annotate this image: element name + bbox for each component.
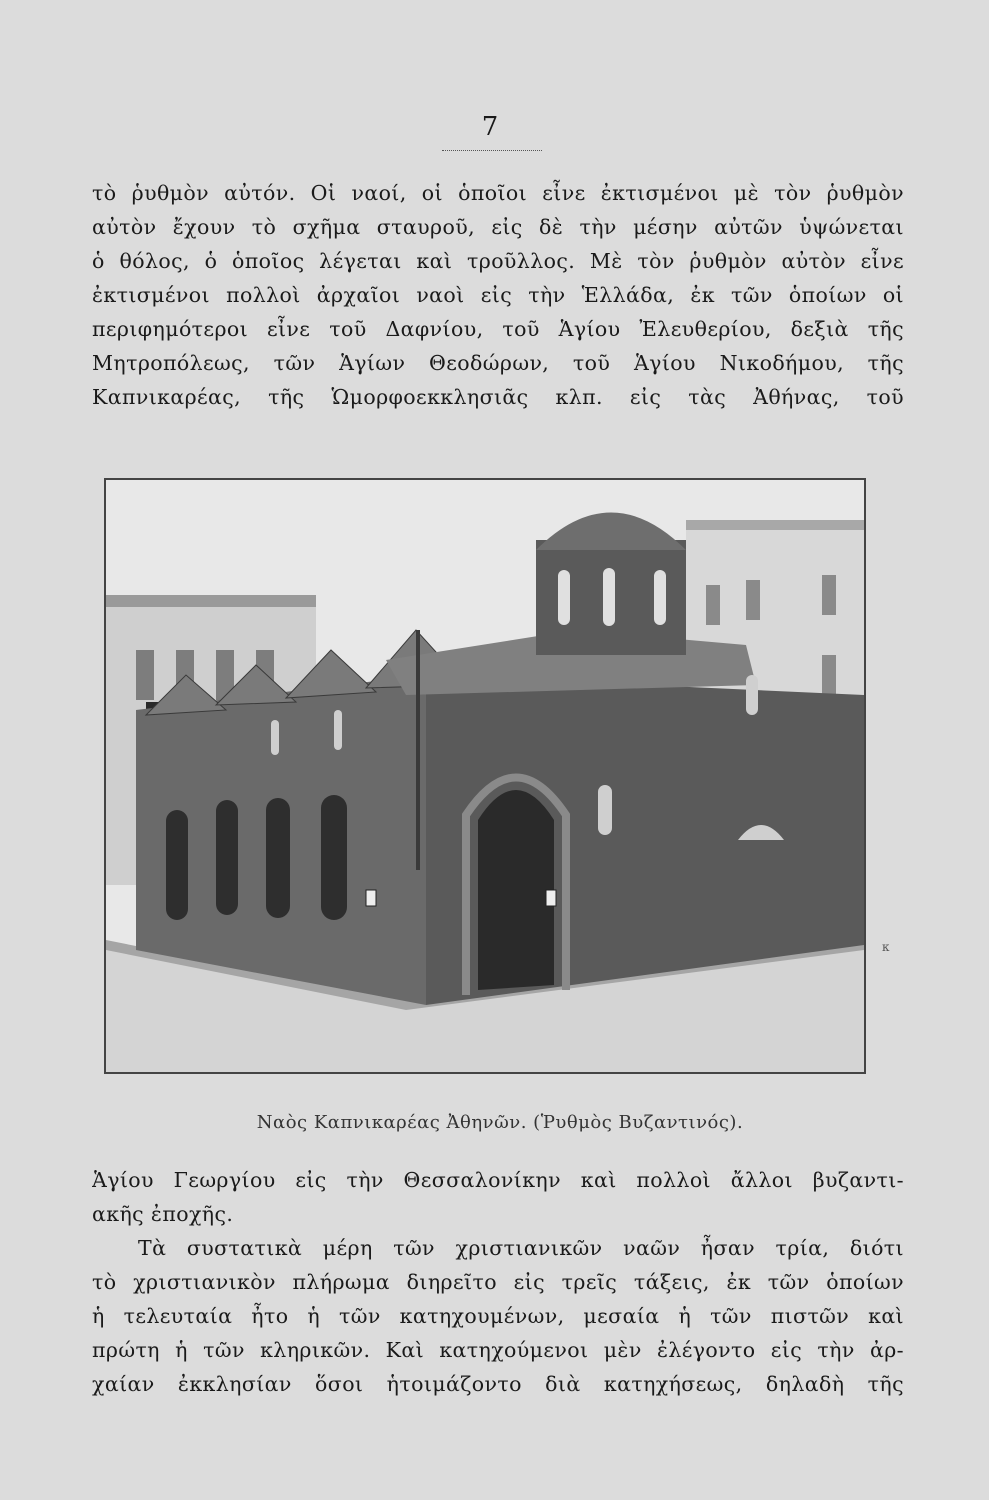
text-line: ἐκτισμένοι πολλοὶ ἀρχαῖοι ναοὶ εἰς τὴν Ἑλλάδα, ἐκ τῶν ὁποίων οἱ bbox=[92, 283, 904, 307]
page-number-rule bbox=[442, 150, 542, 151]
margin-mark: κ bbox=[882, 940, 890, 954]
text-line: ὁ θόλος, ὁ ὁποῖος λέγεται καὶ τροῦλλος. Μὲ τὸν ῥυθμὸν αὐτὸν εἶνε bbox=[92, 249, 904, 273]
church-photograph bbox=[104, 478, 866, 1074]
text-line: αὐτὸν ἔχουν τὸ σχῆμα σταυροῦ, εἰς δὲ τὴν μέσην αὐτῶν ὑψώνεται bbox=[92, 215, 904, 239]
text-line: χαίαν ἐκκλησίαν ὅσοι ἡτοιμάζοντο διὰ κατηχήσεως, δηλαδὴ τῆς bbox=[92, 1372, 904, 1396]
text-line: Ἁγίου Γεωργίου εἰς τὴν Θεσσαλονίκην καὶ πολλοὶ ἄλλοι βυζαντι- bbox=[92, 1168, 904, 1192]
top-paragraph bbox=[92, 176, 904, 414]
page-number: 7 bbox=[481, 112, 499, 142]
text-line: τὸ χριστιανικὸν πλήρωμα διηρεῖτο εἰς τρεῖς τάξεις, ἐκ τῶν ὁποίων bbox=[92, 1270, 904, 1294]
text-line: Καπνικαρέας, τῆς Ὡμορφοεκκλησιᾶς κλπ. εἰς τὰς Ἀθήνας, τοῦ bbox=[92, 385, 904, 409]
text-line: Τὰ συστατικὰ μέρη τῶν χριστιανικῶν ναῶν ἦσαν τρία, διότι bbox=[138, 1236, 904, 1260]
bottom-paragraph bbox=[92, 1163, 904, 1401]
text-line: περιφημότεροι εἶνε τοῦ Δαφνίου, τοῦ Ἁγίου Ἐλευθερίου, δεξιὰ τῆς bbox=[92, 317, 904, 341]
text-line: ἡ τελευταία ἦτο ἡ τῶν κατηχουμένων, μεσαία ἡ τῶν πιστῶν καὶ bbox=[92, 1304, 904, 1328]
text-line: τὸ ῥυθμὸν αὐτόν. Οἱ ναοί, οἱ ὁποῖοι εἶνε ἐκτισμένοι μὲ τὸν ῥυθμὸν bbox=[92, 181, 904, 205]
text-line: ακῆς ἐποχῆς. bbox=[92, 1202, 234, 1226]
church-illustration bbox=[106, 480, 864, 1072]
text-line: πρώτη ἡ τῶν κληρικῶν. Καὶ κατηχούμενοι μὲν ἐλέγοντο εἰς τὴν ἀρ- bbox=[92, 1338, 904, 1362]
text-line: Μητροπόλεως, τῶν Ἁγίων Θεοδώρων, τοῦ Ἁγίου Νικοδήμου, τῆς bbox=[92, 351, 904, 375]
photo-caption: Ναὸς Καπνικαρέας Ἀθηνῶν. (Ῥυθμὸς Βυζαντινός). bbox=[256, 1112, 744, 1133]
